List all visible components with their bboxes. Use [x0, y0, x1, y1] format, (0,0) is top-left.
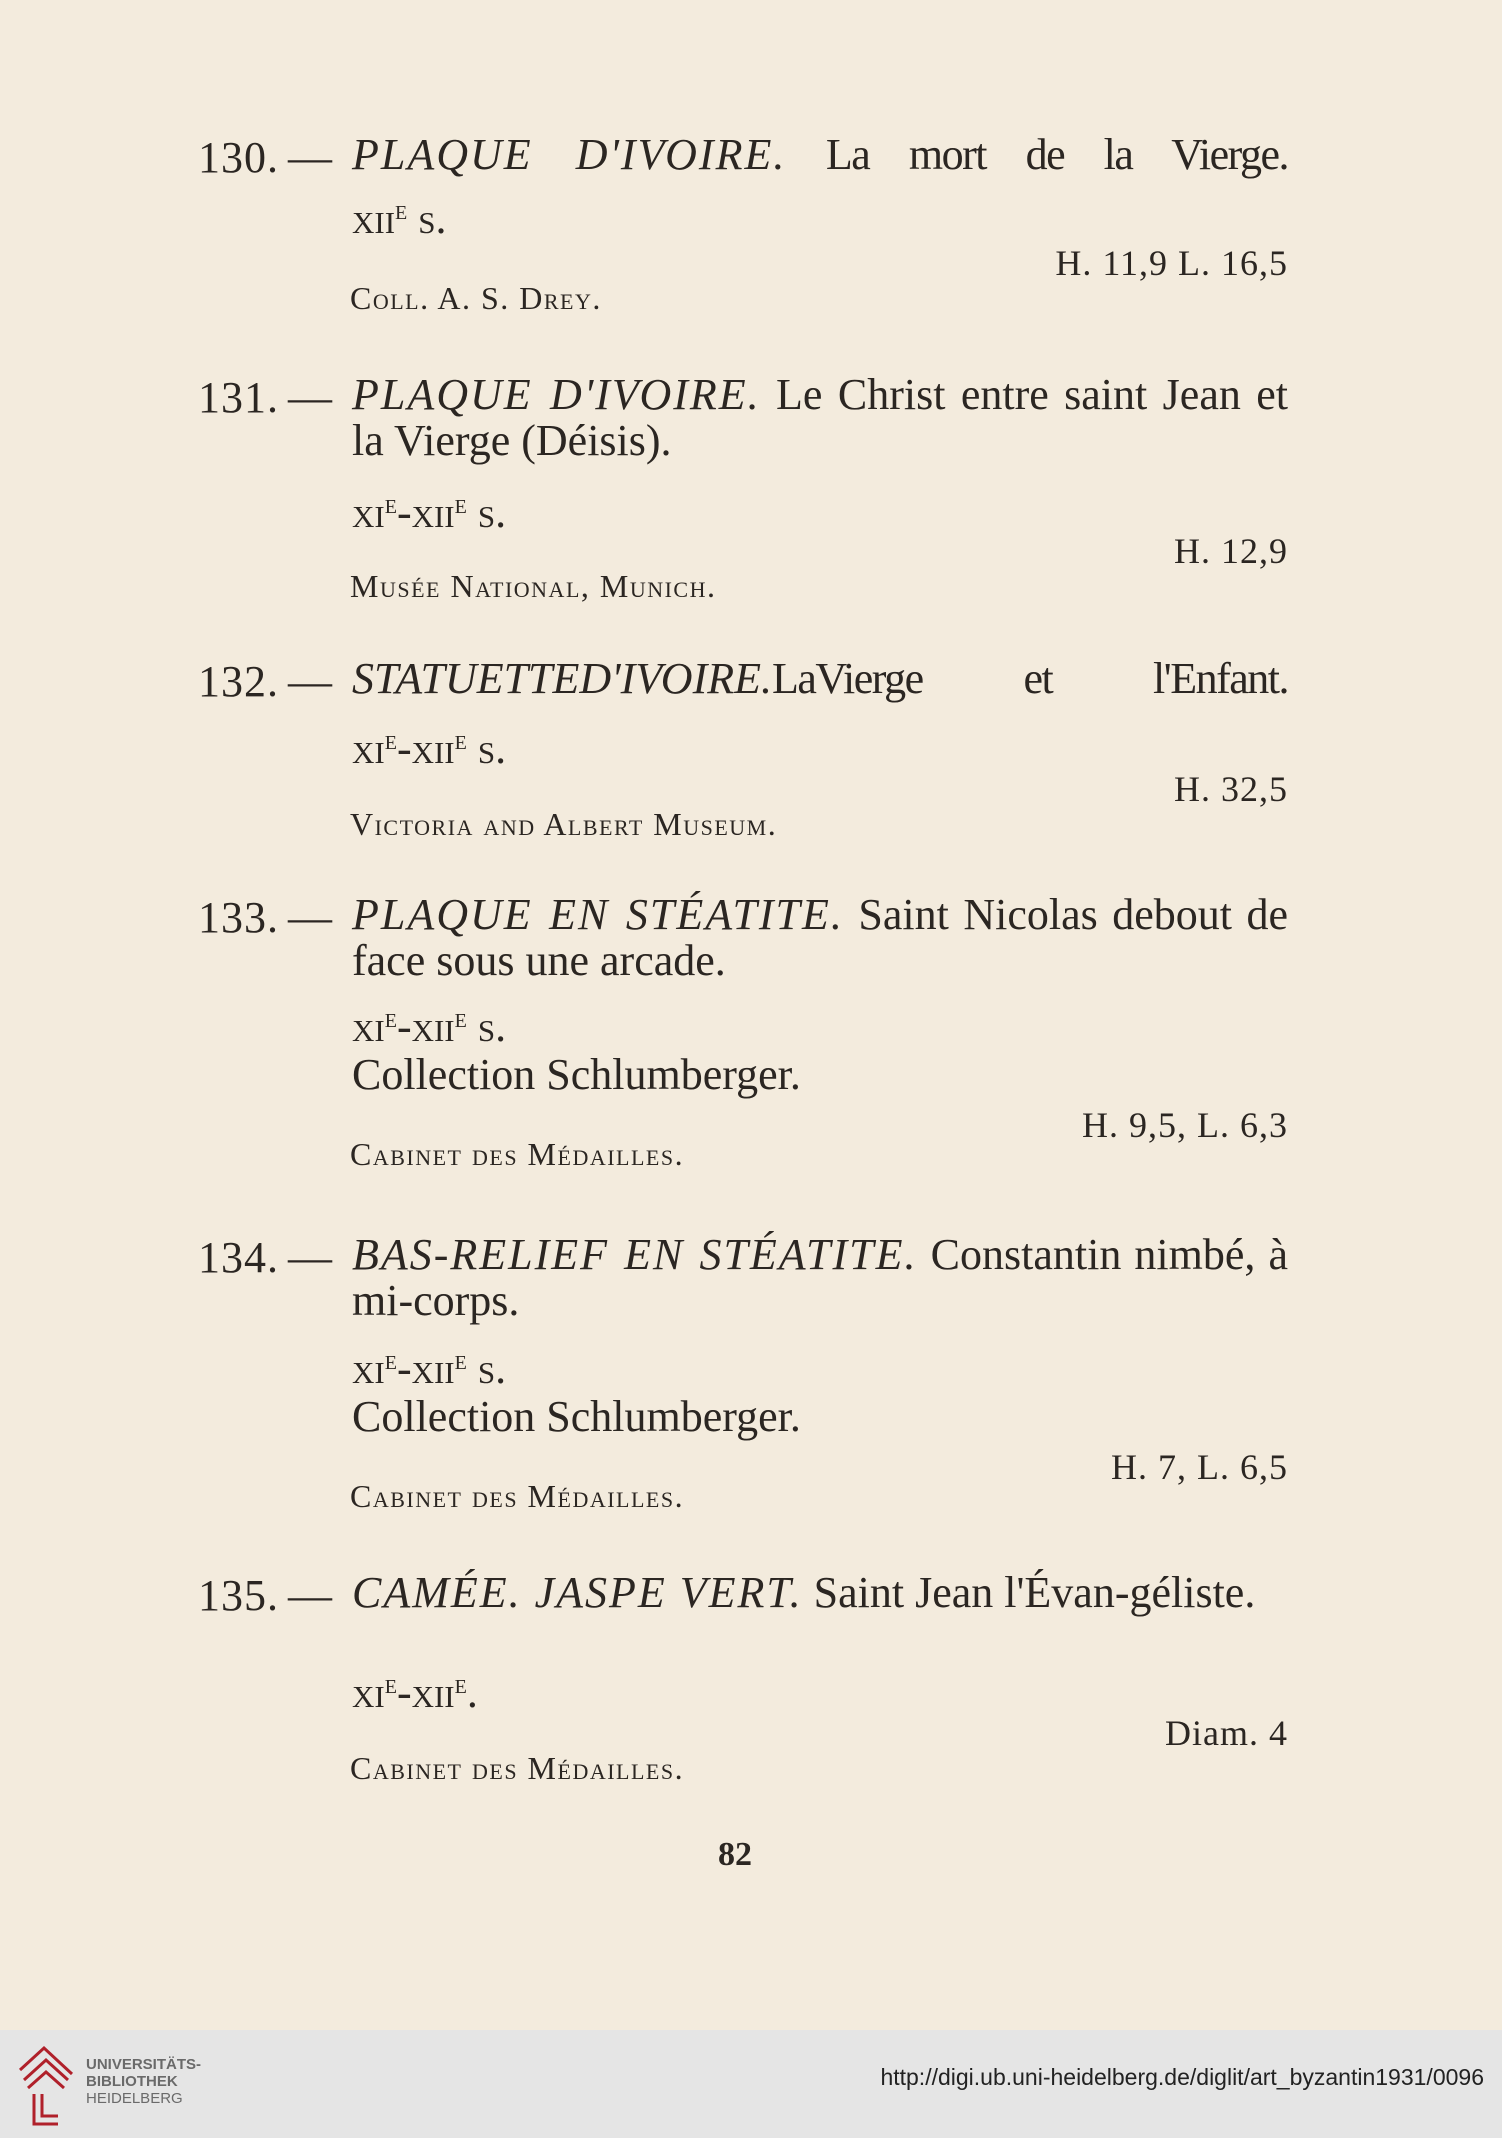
date-sup: e	[454, 1003, 467, 1034]
entry-dash: —	[288, 133, 332, 182]
page-number: 82	[718, 1836, 752, 1873]
date-suffix: .	[466, 1668, 478, 1717]
date-century: -xii	[396, 724, 455, 773]
entry-date	[352, 482, 506, 536]
entry-dimensions: H. 7, L. 6,5	[1111, 1447, 1288, 1487]
date-sup: e	[384, 1345, 397, 1376]
entry-description: Saint Nicolas debout de face sous une arcade.	[352, 890, 1288, 985]
entry-location: Cabinet des Médailles.	[350, 1478, 685, 1514]
date-suffix: s.	[466, 1344, 507, 1393]
date-suffix: s.	[466, 488, 507, 537]
entry-title: BAS-RELIEF EN STÉATITE.	[352, 1230, 918, 1279]
date-century: xi	[352, 488, 385, 537]
entry-description: La mort de la Vierge.	[825, 130, 1288, 179]
entry-heading	[352, 656, 1288, 702]
entry-dimensions: H. 9,5, L. 6,3	[1082, 1105, 1288, 1145]
digitization-footer	[0, 2030, 1502, 2138]
entry-title: PLAQUE EN STÉATITE.	[352, 890, 844, 939]
entry-dimensions: H. 32,5	[1174, 769, 1288, 809]
date-century: -xii	[396, 1668, 455, 1717]
date-sup: e	[395, 195, 408, 226]
entry-collection: Collection Schlumberger.	[352, 1050, 801, 1099]
entry-description: LaVierge et l'Enfant.	[771, 654, 1288, 703]
date-sup: e	[454, 1345, 467, 1376]
date-suffix: s.	[407, 194, 447, 243]
date-sup: e	[454, 489, 467, 520]
date-sup: e	[454, 725, 467, 756]
entry-number: 131.	[198, 373, 279, 422]
date-sup: e	[454, 1669, 467, 1700]
entry-dash: —	[288, 1571, 332, 1620]
entry-description: Le Christ entre saint Jean et la Vierge (Déisis).	[352, 370, 1288, 465]
entry-title: PLAQUE D'IVOIRE.	[352, 370, 761, 419]
entry-number: 134.	[198, 1233, 279, 1282]
entry-date	[352, 1338, 506, 1392]
date-suffix: s.	[466, 1002, 507, 1051]
entry-date	[352, 1662, 478, 1716]
entry-location: Victoria and Albert Museum.	[350, 806, 778, 842]
library-name-line: BIBLIOTHEK	[86, 2073, 178, 2090]
date-century: -xii	[396, 488, 455, 537]
entry-dimensions: H. 11,9 L. 16,5	[1055, 243, 1288, 283]
entry-date	[352, 188, 447, 242]
entry-collection: Collection Schlumberger.	[352, 1392, 801, 1441]
date-century: -xii	[396, 1344, 455, 1393]
date-century: -xii	[396, 1002, 455, 1051]
entry-heading	[352, 1570, 1288, 1616]
entry-location: Cabinet des Médailles.	[350, 1750, 685, 1786]
library-name-line: HEIDELBERG	[86, 2090, 183, 2107]
entry-description: Saint Jean l'Évan-géliste.	[813, 1568, 1256, 1617]
entry-location: Coll. A. S. Drey.	[350, 280, 602, 316]
entry-number: 135.	[198, 1571, 279, 1620]
entry-heading	[352, 132, 1288, 178]
entry-date	[352, 718, 506, 772]
source-url-link[interactable]: http://digi.ub.uni-heidelberg.de/diglit/art_byzantin1931/0096	[880, 2064, 1484, 2090]
library-name	[86, 2056, 201, 2107]
entry-dash: —	[288, 373, 332, 422]
entry-dimensions: H. 12,9	[1174, 531, 1288, 571]
entry-title: CAMÉE. JASPE VERT.	[352, 1568, 803, 1617]
entry-location: Cabinet des Médailles.	[350, 1136, 685, 1172]
entry-dash: —	[288, 893, 332, 942]
library-name-line: UNIVERSITÄTS-	[86, 2056, 202, 2073]
date-suffix: s.	[466, 724, 507, 773]
entry-number: 130.	[198, 133, 279, 182]
entry-heading	[352, 372, 1288, 464]
date-century: xi	[352, 1668, 385, 1717]
date-sup: e	[384, 1003, 397, 1034]
date-century: xii	[352, 194, 396, 243]
entry-title: STATUETTED'IVOIRE.	[352, 654, 772, 703]
entry-heading	[352, 1232, 1288, 1324]
entry-location: Musée National, Munich.	[350, 568, 717, 604]
entry-dash: —	[288, 1233, 332, 1282]
entry-dimensions: Diam. 4	[1165, 1713, 1288, 1753]
entry-dash: —	[288, 657, 332, 706]
date-century: xi	[352, 1344, 385, 1393]
entry-description: Constantin nimbé, à mi-corps.	[352, 1230, 1289, 1325]
entry-title: PLAQUE D'IVOIRE.	[352, 130, 787, 179]
entry-heading	[352, 892, 1288, 984]
date-sup: e	[384, 725, 397, 756]
ub-heidelberg-logo-icon	[14, 2040, 82, 2128]
entry-number: 132.	[198, 657, 279, 706]
entry-date	[352, 996, 506, 1050]
entry-number: 133.	[198, 893, 279, 942]
date-century: xi	[352, 1002, 385, 1051]
date-century: xi	[352, 724, 385, 773]
date-sup: e	[384, 1669, 397, 1700]
date-sup: e	[384, 489, 397, 520]
